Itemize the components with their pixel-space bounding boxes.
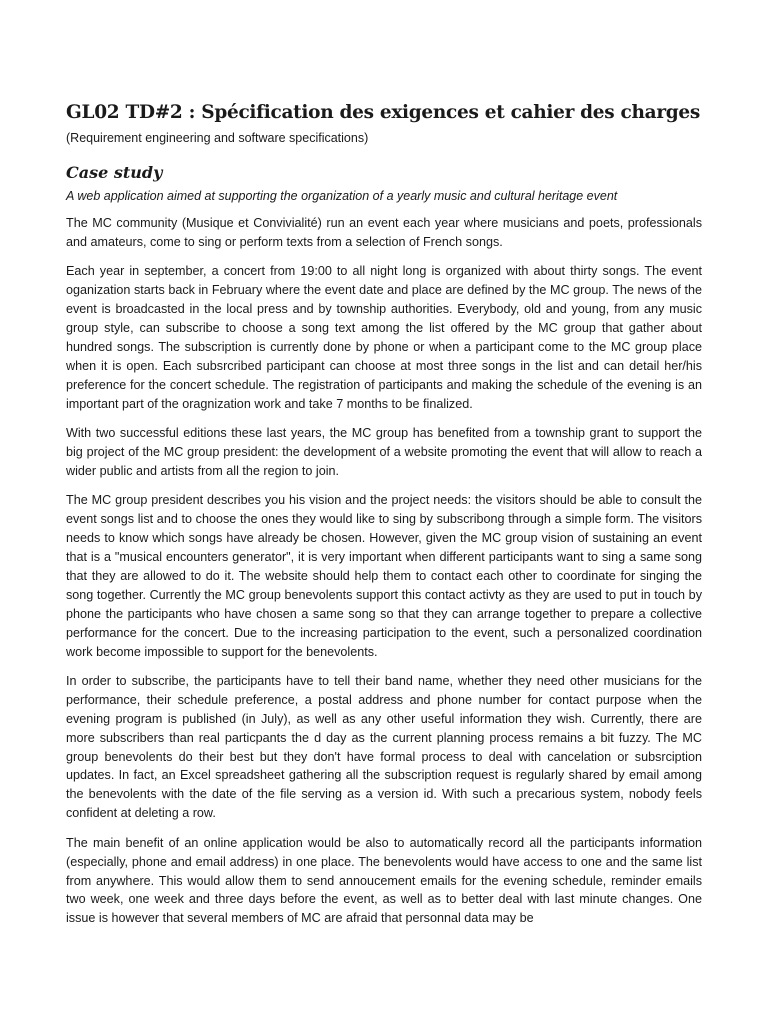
case-study-heading: Case study <box>66 163 163 182</box>
paragraph-president-vision: The MC group president describes you his vision and the project needs: the visitors should be able to consult the event songs list and to choose the ones they would like to sing by subscribong through a simple form. The visitors needs to know which songs have already be chosen. However, given the MC group vision of sustaining an event that is a "musical encounters generator", it is very important when different participants want to sing a same song that they are allowed to do it. The website should help them to contact each other to coordinate for singing the song together. Currently the MC group benevolents support this contact activty as they are used to put in touch by phone the participants who have chosen a same song so that they can arrange together to prepare a collective performance for the concert. Due to the increasing participation to the event, such a personalized coordination work become impossible to support for the benevolents. <box>66 493 702 659</box>
paragraph-township-grant: With two successful editions these last years, the MC group has benefited from a township grant to support the big project of the MC group president: the development of a website promoting the event that will allow to reach a wider public and artists from all the region to join. <box>66 426 702 478</box>
paragraph-event-organization: Each year in september, a concert from 19:00 to all night long is organized with about thirty songs. The event oganization starts back in February where the event date and place are defined by the MC group. The news of the event is broadcasted in the local press and by township authorities. Everybody, old and young, from any music group style, can subscribe to choose a song text among the list offered by the MC group that gather about hundred songs. The subscription is currently done by phone or when a participant come to the MC group place when it is open. Each subsrcribed participant can choose at most three songs in the list and can detail her/his preference for the concert schedule. The registration of participants and making the schedule of the evening is an important part of the oragnization work and take 7 months to be finalized. <box>66 264 702 411</box>
document-body <box>66 101 702 928</box>
paragraph-online-benefit: The main benefit of an online application would be also to automatically record all the participants information (especially, phone and email address) in one place. The benevolents would have access to one and the same list from anywhere. This would allow them to send annoucement emails for the evening schedule, reminder emails two week, one week and three days before the event, as well as to better deal with last minute changes. One issue is however that several members of MC are afraid that personnal data may be <box>66 835 702 926</box>
document-subtitle: (Requirement engineering and software specifications) <box>66 131 369 145</box>
paragraph-intro: The MC community (Musique et Convivialité) run an event each year where musicians and poets, professionals and amateurs, come to sing or perform texts from a selection of French songs. <box>66 216 702 249</box>
paragraph-subscription: In order to subscribe, the participants have to tell their band name, whether they need other musicians for the performance, their schedule preference, a postal address and phone number for contact purpose when the evening program is published (in July), as well as any other useful information they wish. Currently, there are more subscribers than real particpants the d day as the current planning process remains a bit fuzzy. The MC group benevolents do their best but they don't have formal process to deal with cancelation or subsrciption updates. In fact, an Excel spreadsheet gathering all the subscription request is regularly shared by email among the benevolents with the date of the file serving as a version id. With such a precarious system, nobody feels confident at deleting a row. <box>66 673 702 821</box>
document-title: GL02 TD#2 : Spécification des exigences et cahier des charges <box>66 102 700 123</box>
case-study-lead: A web application aimed at supporting the organization of a yearly music and cultural heritage event <box>66 189 618 203</box>
